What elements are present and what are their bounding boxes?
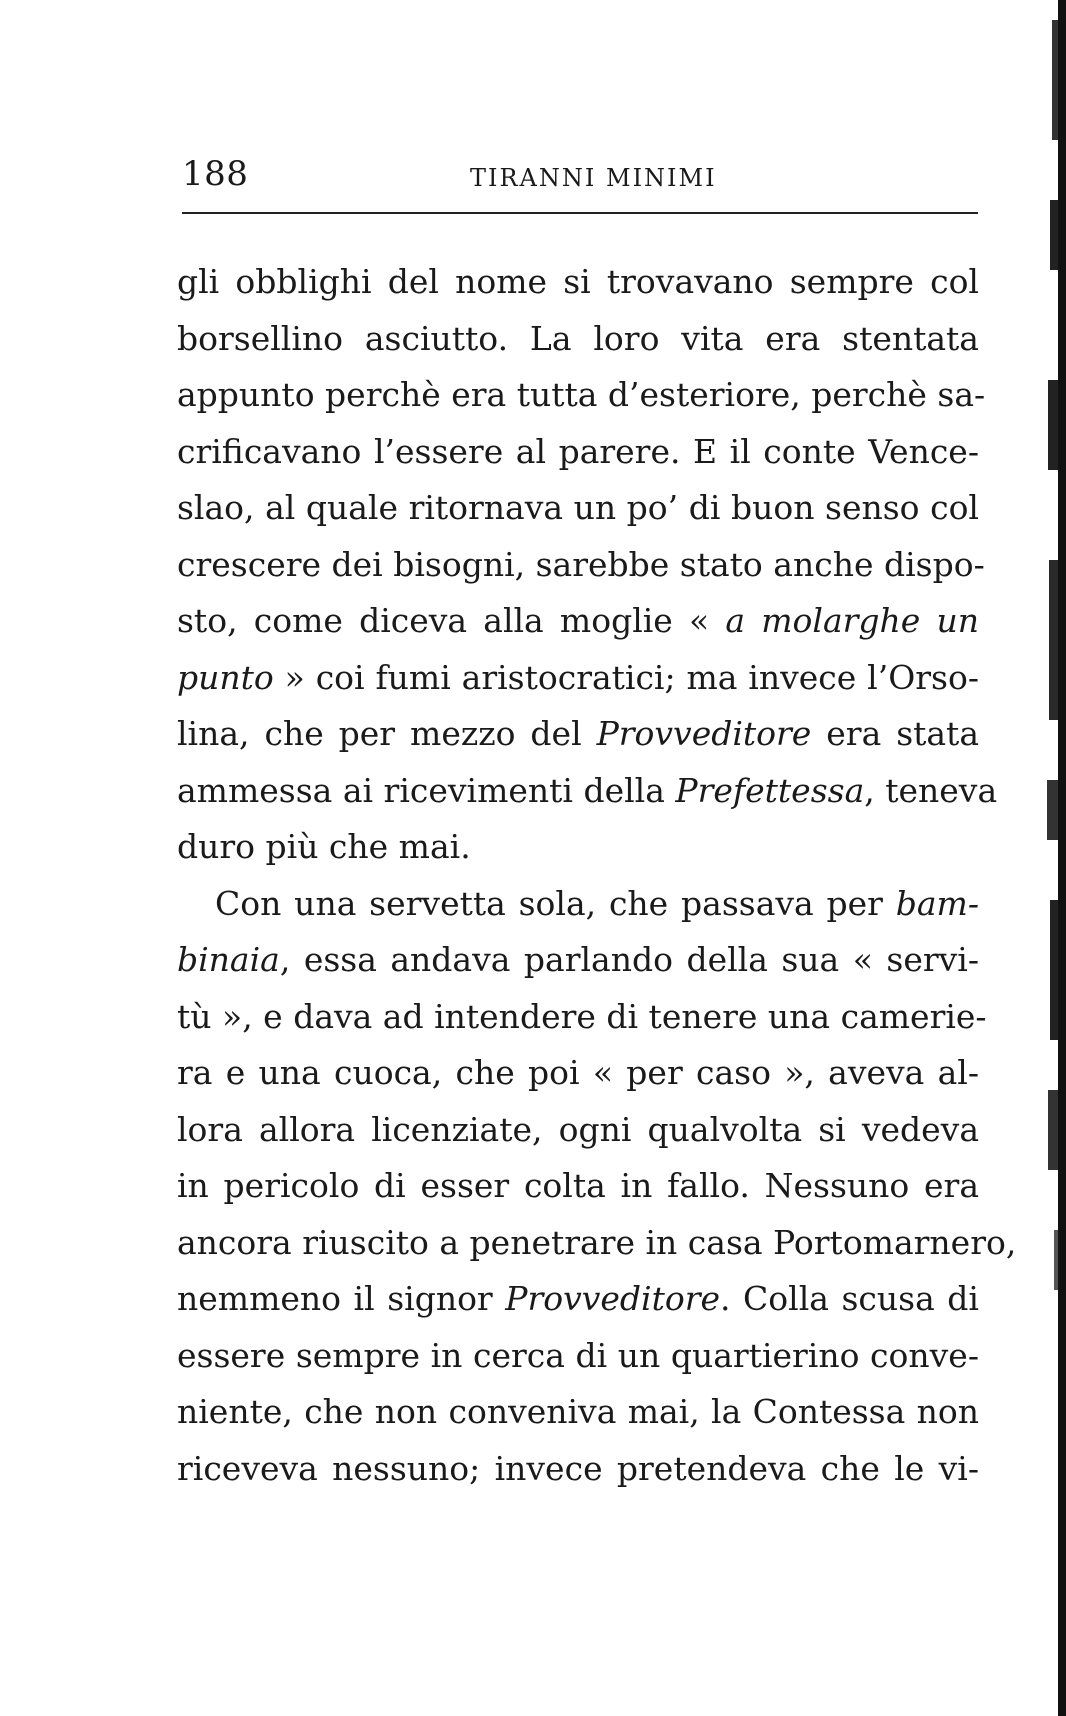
- running-title: TIRANNI MINIMI: [470, 164, 717, 192]
- text-line: punto » coi fumi aristocratici; ma invece l’Orso-: [177, 657, 979, 697]
- text-line: tù », e dava ad intendere di tenere una camerie-: [177, 996, 987, 1036]
- text-line: riceveva nessuno; invece pretendeva che le vi-: [177, 1448, 979, 1488]
- text-line: lina, che per mezzo del Provveditore era stata: [177, 714, 979, 753]
- text-line: crescere dei bisogni, sarebbe stato anche dispo-: [177, 544, 985, 584]
- text-line: niente, che non conveniva mai, la Contessa non: [177, 1392, 979, 1431]
- page-number: 188: [182, 154, 249, 194]
- scan-edge-artifact: [1044, 0, 1066, 1716]
- body-text: [177, 254, 1017, 1497]
- text-line: Con una servetta sola, che passava per bam-: [215, 883, 979, 923]
- text-line: ra e una cuoca, che poi « per caso », aveva al-: [177, 1053, 979, 1092]
- text-line: lora allora licenziate, ogni qualvolta si vedeva: [177, 1109, 979, 1149]
- text-line: essere sempre in cerca di un quartierino conve-: [177, 1335, 979, 1375]
- text-line: slao, al quale ritornava un po’ di buon senso col: [177, 488, 979, 527]
- text-line: in pericolo di esser colta in fallo. Nessuno era: [177, 1166, 979, 1205]
- text-line: appunto perchè era tutta d’esteriore, perchè sa-: [177, 375, 986, 414]
- text-line: duro più che mai.: [177, 827, 471, 866]
- text-line: nemmeno il signor Provveditore. Colla scusa di: [177, 1279, 979, 1318]
- header-rule: [182, 212, 978, 214]
- text-line: borsellino asciutto. La loro vita era stentata: [177, 318, 979, 358]
- text-line: crificavano l’essere al parere. E il conte Vence-: [177, 431, 979, 471]
- text-line: gli obblighi del nome si trovavano sempre col: [177, 262, 979, 301]
- text-line: ancora riuscito a penetrare in casa Portomarnero,: [177, 1222, 1017, 1262]
- text-line: binaia, essa andava parlando della sua « servi-: [177, 940, 979, 979]
- text-line: sto, come diceva alla moglie « a molarghe un: [177, 601, 980, 640]
- text-line: ammessa ai ricevimenti della Prefettessa, teneva: [177, 770, 998, 810]
